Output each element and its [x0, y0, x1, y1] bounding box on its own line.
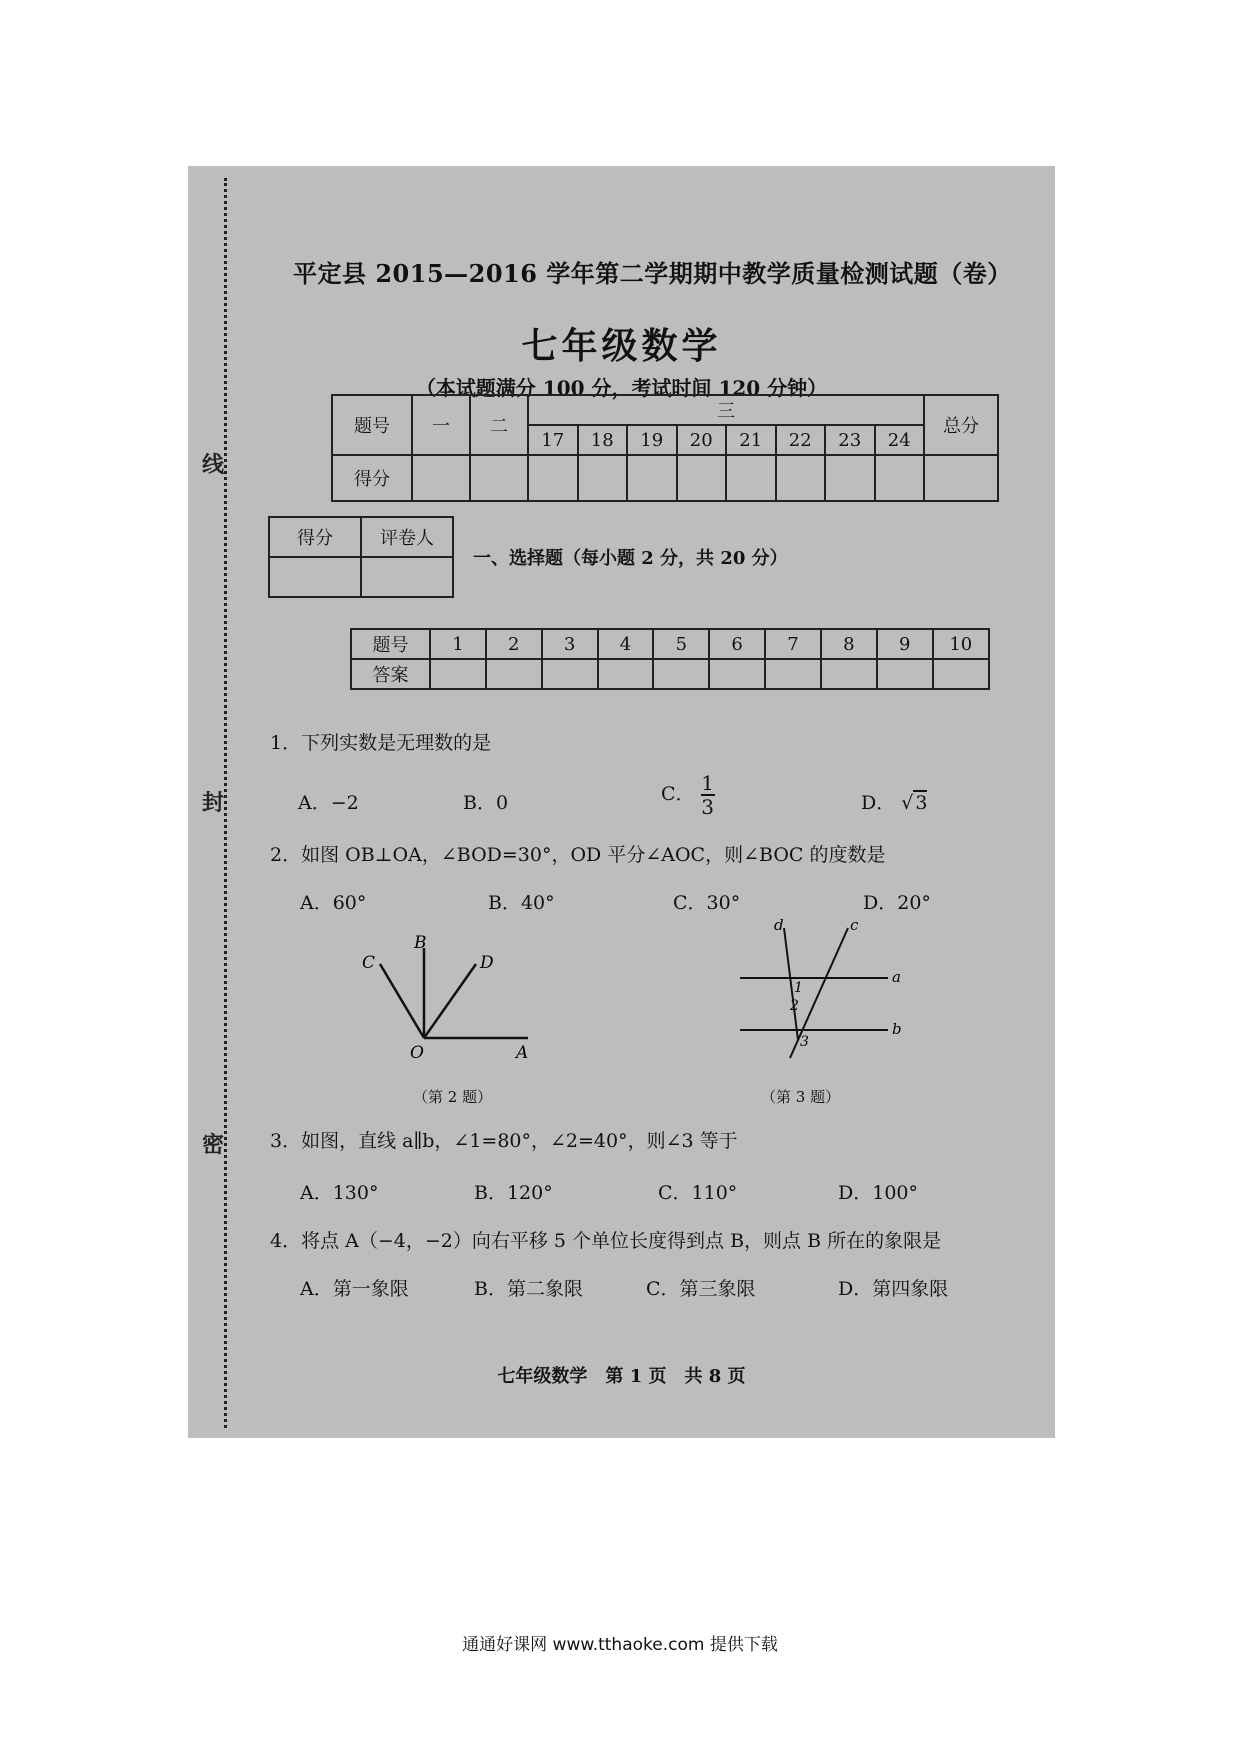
answer-number: 9 [877, 629, 933, 659]
figure-3-diagram [728, 918, 928, 1088]
answer-cell[interactable] [486, 659, 542, 689]
sub-number: 24 [875, 425, 925, 455]
question-3-option-b: B．120° [474, 1182, 553, 1204]
scanned-exam-page [188, 166, 1055, 1438]
question-4-stem: 4．将点 A（−4，−2）向右平移 5 个单位长度得到点 B，则点 B 所在的象限是 [270, 1230, 942, 1252]
question-4-option-a: A．第一象限 [300, 1278, 409, 1300]
fraction-denominator: 3 [701, 795, 714, 819]
answer-cell[interactable] [821, 659, 877, 689]
score-table [331, 394, 999, 502]
grader-table [268, 516, 454, 598]
question-4-option-b: B．第二象限 [474, 1278, 583, 1300]
grader-table-grader-label: 评卷人 [361, 517, 453, 557]
answer-number: 3 [542, 629, 598, 659]
answer-cell[interactable] [430, 659, 486, 689]
sub-number: 17 [528, 425, 578, 455]
answer-number: 10 [933, 629, 989, 659]
score-cell[interactable] [875, 455, 925, 501]
fraction-one-third [701, 772, 715, 818]
label-d: D [480, 953, 494, 973]
figure-2-diagram [358, 926, 558, 1096]
sub-number: 22 [776, 425, 826, 455]
answer-number: 6 [709, 629, 765, 659]
question-1-stem: 1．下列实数是无理数的是 [270, 732, 492, 754]
score-cell[interactable] [470, 455, 528, 501]
grader-name-cell[interactable] [361, 557, 453, 597]
figure-3-caption: （第 3 题） [761, 1088, 841, 1106]
margin-char-feng: 封 [202, 790, 225, 816]
answer-number: 1 [430, 629, 486, 659]
option-c-prefix: C． [661, 783, 695, 805]
exam-title: 平定县 2015—2016 学年第二学期期中教学质量检测试题（卷） [293, 259, 1012, 288]
score-cell[interactable] [412, 455, 470, 501]
label-b: b [892, 1020, 902, 1038]
answer-cell[interactable] [765, 659, 821, 689]
sub-number: 18 [578, 425, 628, 455]
question-2-stem: 2．如图 OB⊥OA，∠BOD=30°，OD 平分∠AOC，则∠BOC 的度数是 [270, 844, 886, 866]
score-cell[interactable] [528, 455, 578, 501]
subject-title: 七年级数学 [521, 326, 722, 367]
answer-number: 5 [653, 629, 709, 659]
label-d: d [774, 918, 784, 934]
answer-cell[interactable] [877, 659, 933, 689]
question-3-stem: 3．如图，直线 a∥b，∠1=80°，∠2=40°，则∠3 等于 [270, 1130, 738, 1152]
score-cell[interactable] [578, 455, 628, 501]
score-cell[interactable] [677, 455, 727, 501]
label-angle-1: 1 [794, 980, 803, 996]
margin-char-xian: 线 [202, 452, 225, 478]
answer-number: 2 [486, 629, 542, 659]
score-cell[interactable] [627, 455, 677, 501]
label-angle-2: 2 [790, 998, 799, 1014]
question-1-option-d [861, 788, 927, 815]
grader-score-cell[interactable] [269, 557, 361, 597]
label-angle-3: 3 [800, 1034, 809, 1050]
margin-char-mi: 密 [202, 1132, 225, 1158]
score-cell[interactable] [776, 455, 826, 501]
total-score-cell[interactable] [924, 455, 998, 501]
sub-number: 23 [825, 425, 875, 455]
answer-cell[interactable] [598, 659, 654, 689]
figure-2-caption: （第 2 题） [413, 1088, 493, 1106]
sqrt-radicand: 3 [915, 792, 928, 814]
score-table-label-score: 得分 [332, 455, 412, 501]
section-two-header: 二 [470, 395, 528, 455]
question-2-option-d: D．20° [863, 892, 931, 914]
page-footer: 七年级数学 第 1 页 共 8 页 [497, 1366, 746, 1387]
question-1-option-a: A．−2 [298, 792, 359, 814]
question-3-option-a: A．130° [300, 1182, 379, 1204]
label-a: A [516, 1043, 529, 1063]
answer-cell[interactable] [709, 659, 765, 689]
score-cell[interactable] [825, 455, 875, 501]
question-2-option-c: C．30° [673, 892, 741, 914]
ray-oc [380, 964, 424, 1038]
answer-number: 8 [821, 629, 877, 659]
exam-note: （本试题满分 100 分，考试时间 120 分钟） [415, 376, 828, 400]
question-3-option-c: C．110° [658, 1182, 738, 1204]
answer-table-label-question: 题号 [351, 629, 430, 659]
site-footer: 通通好课网 www.tthaoke.com 提供下载 [462, 1635, 778, 1655]
label-b: B [414, 933, 427, 953]
fraction-numerator: 1 [701, 771, 714, 795]
label-a: a [892, 968, 901, 986]
score-cell[interactable] [726, 455, 776, 501]
section-three-header: 三 [528, 395, 924, 425]
question-4-option-c: C．第三象限 [646, 1278, 756, 1300]
sub-number: 21 [726, 425, 776, 455]
answer-cell[interactable] [933, 659, 989, 689]
answer-number: 7 [765, 629, 821, 659]
option-d-prefix: D． [861, 792, 896, 814]
sqrt-symbol: √ [901, 792, 914, 814]
question-3-option-d: D．100° [838, 1182, 918, 1204]
question-4-option-d: D．第四象限 [838, 1278, 949, 1300]
label-c: c [850, 918, 859, 934]
question-1-option-b: B．0 [463, 792, 509, 814]
section-one-heading: 一、选择题（每小题 2 分，共 20 分） [473, 548, 788, 569]
label-c: C [362, 953, 376, 973]
answer-table [350, 628, 990, 690]
score-table-total: 总分 [924, 395, 998, 455]
ray-od [424, 964, 476, 1038]
answer-cell[interactable] [653, 659, 709, 689]
answer-cell[interactable] [542, 659, 598, 689]
sub-number: 20 [677, 425, 727, 455]
answer-number: 4 [598, 629, 654, 659]
question-1-option-c [661, 772, 715, 818]
score-table-label-question: 题号 [332, 395, 412, 455]
sub-number: 19 [627, 425, 677, 455]
question-2-option-b: B．40° [488, 892, 555, 914]
label-o: O [410, 1043, 424, 1063]
answer-table-label-answer: 答案 [351, 659, 430, 689]
section-one-header: 一 [412, 395, 470, 455]
question-2-option-a: A．60° [300, 892, 367, 914]
grader-table-score-label: 得分 [269, 517, 361, 557]
